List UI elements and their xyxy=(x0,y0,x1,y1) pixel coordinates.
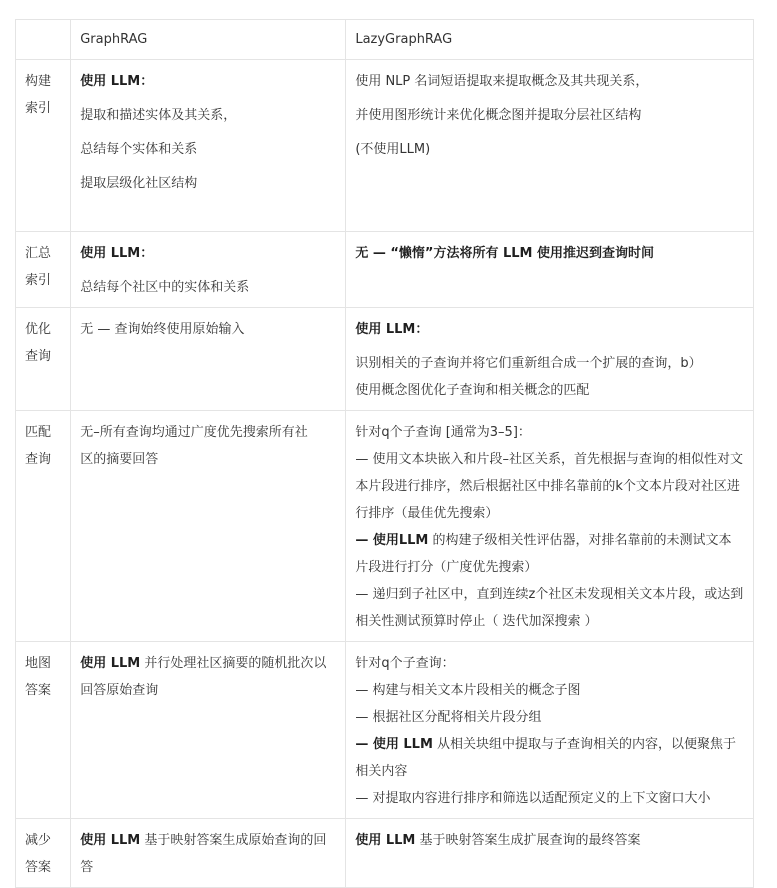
row-label-line: 索引 xyxy=(25,101,52,116)
lazygraphrag-cell xyxy=(346,411,754,642)
cell-intro: 针对q个子查询： xyxy=(355,656,455,671)
table-row xyxy=(16,308,754,411)
table-row xyxy=(16,642,754,819)
lazygraphrag-cell xyxy=(346,60,754,232)
header-row xyxy=(16,20,754,60)
row-label-line: 匹配 xyxy=(25,425,52,440)
list-item-text: — 对提取内容进行排序和筛选以适配预定义的上下文窗口大小 xyxy=(355,791,711,806)
list-item xyxy=(355,677,744,704)
lazygraphrag-cell xyxy=(346,642,754,819)
cell-bold: 使用 LLM xyxy=(80,833,141,848)
cell-intro: 针对q个子查询 [通常为3–5]： xyxy=(355,425,531,440)
cell-text: 基于映射答案生成原始查询的回答 xyxy=(80,833,327,875)
graphrag-cell xyxy=(71,411,346,642)
graphrag-cell xyxy=(71,308,346,411)
list-item xyxy=(355,704,744,731)
lazygraphrag-cell xyxy=(346,308,754,411)
row-label-line: 地图 xyxy=(25,656,52,671)
table-row xyxy=(16,232,754,308)
row-label-line: 索引 xyxy=(25,273,52,288)
list-item-text: — 构建与相关文本片段相关的概念子图 xyxy=(355,683,581,698)
cell-line: 使用 NLP 名词短语提取来提取概念及其共现关系， xyxy=(355,74,649,89)
graphrag-cell xyxy=(71,60,346,232)
cell-paragraph xyxy=(80,827,336,881)
row-label-line: 查询 xyxy=(25,452,52,467)
row-label-line: 答案 xyxy=(25,860,52,875)
header-graphrag: GraphRAG xyxy=(71,20,346,60)
row-label xyxy=(16,60,71,232)
cell-lead: 使用 LLM： xyxy=(80,74,154,89)
row-label-line: 查询 xyxy=(25,349,52,364)
cell-line: 无 — 查询始终使用原始输入 xyxy=(80,322,245,337)
row-label xyxy=(16,819,71,888)
list-item xyxy=(355,581,744,635)
lazygraphrag-cell xyxy=(346,232,754,308)
cell-line: (不使用LLM) xyxy=(355,142,431,157)
list-item xyxy=(355,446,744,527)
row-label xyxy=(16,642,71,819)
cell-bold: 使用 LLM xyxy=(355,833,416,848)
list-item xyxy=(355,527,744,581)
cell-line: 并使用图形统计来优化概念图并提取分层社区结构 xyxy=(355,108,642,123)
row-label-line: 构建 xyxy=(25,74,52,89)
header-empty xyxy=(16,20,71,60)
cell-lead: 使用 LLM： xyxy=(80,246,154,261)
list-item xyxy=(355,731,744,785)
cell-line: 总结每个实体和关系 xyxy=(80,142,198,157)
graphrag-cell xyxy=(71,819,346,888)
list-item-text: 从相关块组中提取与子查询相关的内容，以便聚焦于相关内容 xyxy=(355,737,737,779)
table-row xyxy=(16,411,754,642)
cell-lead: 使用 LLM： xyxy=(355,322,429,337)
row-label-line: 减少 xyxy=(25,833,52,848)
cell-line: 提取和描述实体及其关系， xyxy=(80,108,237,123)
cell-line: 无–所有查询均通过广度优先搜索所有社 xyxy=(80,425,308,440)
list-item-text: — 递归到子社区中，直到连续z个社区未发现相关文本片段，或达到相关性测试预算时停止（ 迭代加深搜索 ） xyxy=(355,587,744,629)
comparison-table-wrapper xyxy=(15,19,754,888)
row-label-line: 优化 xyxy=(25,322,52,337)
row-label xyxy=(16,232,71,308)
cell-lead: 无 — “懒惰”方法将所有 LLM 使用推迟到查询时间 xyxy=(355,246,655,261)
cell-line: 识别相关的子查询并将它们重新组合成一个扩展的查询，b） xyxy=(355,356,702,371)
cell-paragraph xyxy=(355,827,744,854)
table-row xyxy=(16,819,754,888)
list-item xyxy=(355,785,744,812)
row-label xyxy=(16,411,71,642)
header-lazygraphrag: LazyGraphRAG xyxy=(346,20,754,60)
graphrag-cell xyxy=(71,232,346,308)
cell-line: 区的摘要回答 xyxy=(80,452,159,467)
cell-line: 总结每个社区中的实体和关系 xyxy=(80,280,250,295)
list-item-text: 的构建子级相关性评估器，对排名靠前的未测试文本片段进行打分（广度优先搜索） xyxy=(355,533,732,575)
cell-line: 提取层级化社区结构 xyxy=(80,176,198,191)
cell-paragraph xyxy=(80,650,336,704)
list-item-bold: — 使用LLM xyxy=(355,533,429,548)
list-item-text: — 根据社区分配将相关片段分组 xyxy=(355,710,542,725)
comparison-table xyxy=(15,19,754,888)
graphrag-cell xyxy=(71,642,346,819)
table-row xyxy=(16,60,754,232)
list-item-bold: — 使用 LLM xyxy=(355,737,433,752)
row-label-line: 答案 xyxy=(25,683,52,698)
cell-text: 基于映射答案生成扩展查询的最终答案 xyxy=(415,833,641,848)
lazygraphrag-cell xyxy=(346,819,754,888)
list-item-text: — 使用文本块嵌入和片段–社区关系，首先根据与查询的相似性对文本片段进行排序，然后根据社区中排名靠前的k个文本片段对社区进行排序（最佳优先搜索） xyxy=(355,452,743,521)
row-label-line: 汇总 xyxy=(25,246,52,261)
cell-line: 使用概念图优化子查询和相关概念的匹配 xyxy=(355,383,590,398)
row-label xyxy=(16,308,71,411)
cell-bold: 使用 LLM xyxy=(80,656,141,671)
cell-text: 并行处理社区摘要的随机批次以回答原始查询 xyxy=(80,656,327,698)
